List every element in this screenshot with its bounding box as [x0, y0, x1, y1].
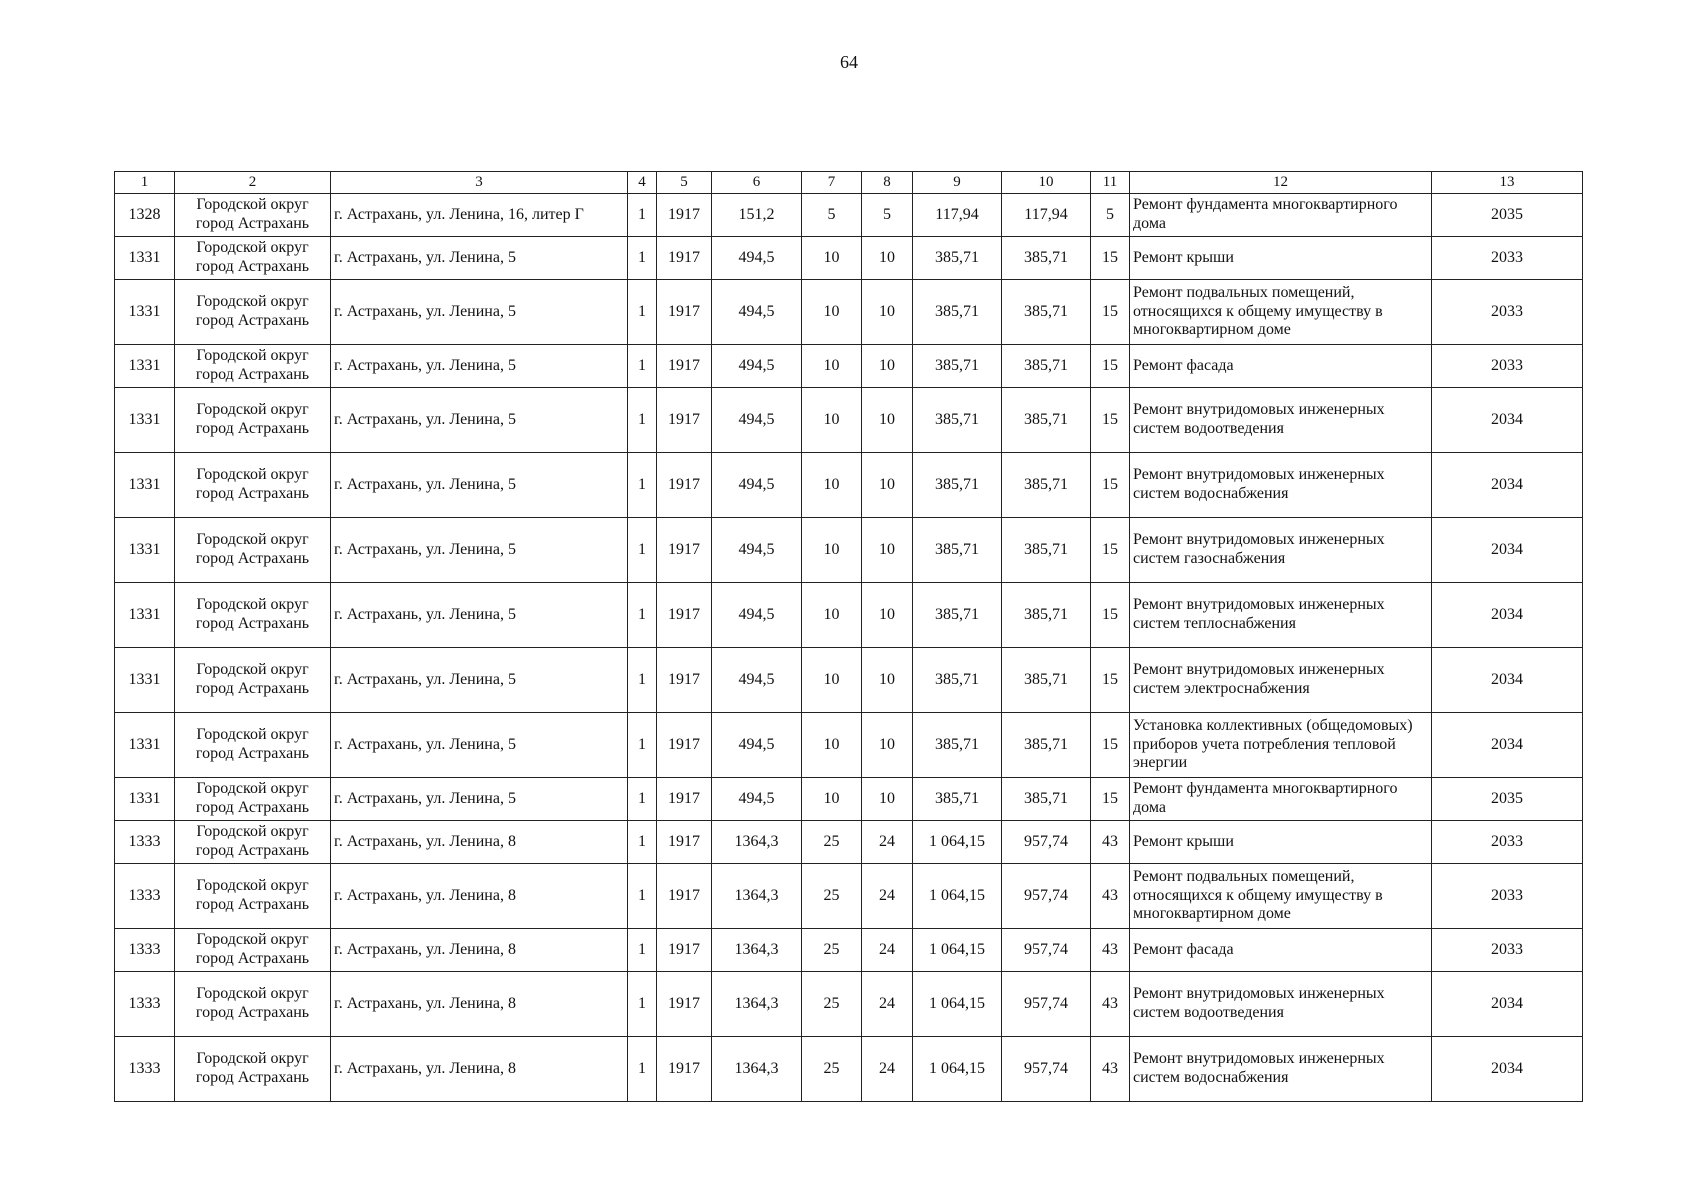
cell-plan-year: 2034 — [1432, 453, 1583, 518]
cell-col-7: 10 — [802, 648, 862, 713]
column-header: 2 — [175, 172, 331, 194]
cell-col-10: 385,71 — [1002, 388, 1091, 453]
cell-col-9: 385,71 — [913, 648, 1002, 713]
cell-col-8: 24 — [862, 864, 913, 929]
cell-col-7: 25 — [802, 972, 862, 1037]
cell-year: 1917 — [657, 518, 712, 583]
cell-municipality: Городской округ город Астрахань — [175, 1037, 331, 1102]
cell-col-10: 385,71 — [1002, 713, 1091, 778]
cell-work-type: Ремонт внутридомовых инженерных систем водоотведения — [1130, 972, 1432, 1037]
table-row — [115, 1037, 1583, 1102]
cell-col-10: 385,71 — [1002, 518, 1091, 583]
cell-year: 1917 — [657, 713, 712, 778]
cell-record-id: 1333 — [115, 972, 175, 1037]
cell-col-10: 385,71 — [1002, 280, 1091, 345]
cell-municipality: Городской округ город Астрахань — [175, 972, 331, 1037]
cell-col-11: 43 — [1091, 1037, 1130, 1102]
column-number-row — [115, 172, 1583, 194]
cell-record-id: 1331 — [115, 778, 175, 821]
cell-area: 494,5 — [712, 648, 802, 713]
cell-col-8: 10 — [862, 713, 913, 778]
cell-col-11: 15 — [1091, 713, 1130, 778]
cell-col-10: 385,71 — [1002, 778, 1091, 821]
cell-address: г. Астрахань, ул. Ленина, 5 — [331, 518, 628, 583]
cell-col-7: 25 — [802, 929, 862, 972]
cell-area: 151,2 — [712, 194, 802, 237]
column-header: 9 — [913, 172, 1002, 194]
cell-col-7: 25 — [802, 1037, 862, 1102]
cell-year: 1917 — [657, 388, 712, 453]
cell-col-9: 1 064,15 — [913, 1037, 1002, 1102]
cell-plan-year: 2035 — [1432, 194, 1583, 237]
cell-col-4: 1 — [628, 821, 657, 864]
cell-municipality: Городской округ город Астрахань — [175, 583, 331, 648]
cell-work-type: Установка коллективных (общедомовых) приборов учета потребления тепловой энергии — [1130, 713, 1432, 778]
column-header: 13 — [1432, 172, 1583, 194]
cell-col-9: 385,71 — [913, 453, 1002, 518]
cell-col-8: 10 — [862, 778, 913, 821]
table-row — [115, 194, 1583, 237]
column-header: 6 — [712, 172, 802, 194]
cell-col-7: 10 — [802, 280, 862, 345]
cell-area: 1364,3 — [712, 821, 802, 864]
cell-col-4: 1 — [628, 388, 657, 453]
table-row — [115, 929, 1583, 972]
cell-record-id: 1331 — [115, 280, 175, 345]
cell-area: 494,5 — [712, 280, 802, 345]
cell-record-id: 1333 — [115, 1037, 175, 1102]
cell-col-10: 385,71 — [1002, 237, 1091, 280]
cell-col-4: 1 — [628, 583, 657, 648]
cell-area: 1364,3 — [712, 1037, 802, 1102]
cell-address: г. Астрахань, ул. Ленина, 5 — [331, 388, 628, 453]
cell-col-7: 25 — [802, 864, 862, 929]
table-row — [115, 518, 1583, 583]
cell-area: 494,5 — [712, 518, 802, 583]
cell-address: г. Астрахань, ул. Ленина, 5 — [331, 237, 628, 280]
cell-col-7: 10 — [802, 453, 862, 518]
cell-plan-year: 2033 — [1432, 821, 1583, 864]
table-row — [115, 345, 1583, 388]
cell-municipality: Городской округ город Астрахань — [175, 237, 331, 280]
cell-municipality: Городской округ город Астрахань — [175, 778, 331, 821]
cell-area: 1364,3 — [712, 972, 802, 1037]
cell-plan-year: 2033 — [1432, 345, 1583, 388]
cell-work-type: Ремонт крыши — [1130, 821, 1432, 864]
cell-municipality: Городской округ город Астрахань — [175, 713, 331, 778]
table-row — [115, 237, 1583, 280]
cell-area: 494,5 — [712, 237, 802, 280]
cell-record-id: 1331 — [115, 237, 175, 280]
cell-col-9: 385,71 — [913, 583, 1002, 648]
cell-col-4: 1 — [628, 929, 657, 972]
cell-col-11: 15 — [1091, 237, 1130, 280]
cell-col-11: 43 — [1091, 864, 1130, 929]
cell-col-8: 10 — [862, 518, 913, 583]
cell-record-id: 1333 — [115, 929, 175, 972]
cell-col-8: 24 — [862, 972, 913, 1037]
cell-record-id: 1331 — [115, 388, 175, 453]
cell-work-type: Ремонт внутридомовых инженерных систем водоснабжения — [1130, 1037, 1432, 1102]
cell-area: 1364,3 — [712, 929, 802, 972]
cell-address: г. Астрахань, ул. Ленина, 8 — [331, 864, 628, 929]
table-row — [115, 280, 1583, 345]
cell-col-8: 24 — [862, 1037, 913, 1102]
cell-area: 494,5 — [712, 778, 802, 821]
cell-year: 1917 — [657, 778, 712, 821]
cell-plan-year: 2035 — [1432, 778, 1583, 821]
table-row — [115, 778, 1583, 821]
cell-col-8: 24 — [862, 929, 913, 972]
cell-area: 494,5 — [712, 583, 802, 648]
cell-col-7: 10 — [802, 518, 862, 583]
cell-col-9: 1 064,15 — [913, 972, 1002, 1037]
cell-col-7: 25 — [802, 821, 862, 864]
cell-col-4: 1 — [628, 648, 657, 713]
cell-address: г. Астрахань, ул. Ленина, 5 — [331, 345, 628, 388]
cell-col-11: 15 — [1091, 388, 1130, 453]
cell-municipality: Городской округ город Астрахань — [175, 280, 331, 345]
cell-col-11: 5 — [1091, 194, 1130, 237]
cell-col-9: 385,71 — [913, 345, 1002, 388]
cell-col-9: 385,71 — [913, 518, 1002, 583]
cell-year: 1917 — [657, 864, 712, 929]
cell-work-type: Ремонт фундамента многоквартирного дома — [1130, 194, 1432, 237]
cell-municipality: Городской округ город Астрахань — [175, 194, 331, 237]
cell-year: 1917 — [657, 929, 712, 972]
cell-record-id: 1331 — [115, 345, 175, 388]
cell-col-8: 10 — [862, 345, 913, 388]
cell-col-11: 43 — [1091, 929, 1130, 972]
cell-record-id: 1331 — [115, 518, 175, 583]
cell-plan-year: 2034 — [1432, 583, 1583, 648]
cell-col-10: 957,74 — [1002, 1037, 1091, 1102]
cell-col-8: 24 — [862, 821, 913, 864]
cell-plan-year: 2034 — [1432, 388, 1583, 453]
table-row — [115, 583, 1583, 648]
column-header: 11 — [1091, 172, 1130, 194]
cell-work-type: Ремонт внутридомовых инженерных систем газоснабжения — [1130, 518, 1432, 583]
cell-work-type: Ремонт внутридомовых инженерных систем водоотведения — [1130, 388, 1432, 453]
cell-col-7: 10 — [802, 345, 862, 388]
cell-col-11: 15 — [1091, 453, 1130, 518]
cell-area: 494,5 — [712, 388, 802, 453]
cell-municipality: Городской округ город Астрахань — [175, 345, 331, 388]
cell-record-id: 1328 — [115, 194, 175, 237]
cell-col-11: 43 — [1091, 972, 1130, 1037]
cell-col-8: 10 — [862, 453, 913, 518]
cell-col-11: 15 — [1091, 648, 1130, 713]
cell-work-type: Ремонт фундамента многоквартирного дома — [1130, 778, 1432, 821]
cell-col-10: 957,74 — [1002, 821, 1091, 864]
cell-col-10: 957,74 — [1002, 972, 1091, 1037]
cell-municipality: Городской округ город Астрахань — [175, 388, 331, 453]
column-header: 12 — [1130, 172, 1432, 194]
column-header: 4 — [628, 172, 657, 194]
cell-address: г. Астрахань, ул. Ленина, 8 — [331, 821, 628, 864]
table-body — [115, 194, 1583, 1102]
cell-address: г. Астрахань, ул. Ленина, 8 — [331, 929, 628, 972]
column-header: 10 — [1002, 172, 1091, 194]
cell-record-id: 1331 — [115, 453, 175, 518]
cell-work-type: Ремонт подвальных помещений, относящихся к общему имуществу в многоквартирном доме — [1130, 280, 1432, 345]
cell-col-4: 1 — [628, 713, 657, 778]
cell-col-4: 1 — [628, 345, 657, 388]
cell-col-4: 1 — [628, 1037, 657, 1102]
cell-col-10: 957,74 — [1002, 929, 1091, 972]
cell-year: 1917 — [657, 972, 712, 1037]
cell-municipality: Городской округ город Астрахань — [175, 518, 331, 583]
table-row — [115, 972, 1583, 1037]
cell-plan-year: 2034 — [1432, 972, 1583, 1037]
cell-col-9: 1 064,15 — [913, 864, 1002, 929]
cell-col-11: 15 — [1091, 583, 1130, 648]
cell-address: г. Астрахань, ул. Ленина, 5 — [331, 648, 628, 713]
table-row — [115, 388, 1583, 453]
cell-col-7: 10 — [802, 713, 862, 778]
column-header: 1 — [115, 172, 175, 194]
cell-col-11: 15 — [1091, 280, 1130, 345]
cell-work-type: Ремонт фасада — [1130, 929, 1432, 972]
page-number: 64 — [840, 52, 858, 72]
cell-year: 1917 — [657, 1037, 712, 1102]
cell-col-10: 385,71 — [1002, 453, 1091, 518]
cell-municipality: Городской округ город Астрахань — [175, 864, 331, 929]
cell-address: г. Астрахань, ул. Ленина, 5 — [331, 713, 628, 778]
cell-year: 1917 — [657, 280, 712, 345]
cell-col-7: 5 — [802, 194, 862, 237]
cell-plan-year: 2034 — [1432, 1037, 1583, 1102]
cell-col-9: 385,71 — [913, 280, 1002, 345]
cell-address: г. Астрахань, ул. Ленина, 5 — [331, 453, 628, 518]
cell-col-7: 10 — [802, 778, 862, 821]
cell-col-10: 385,71 — [1002, 583, 1091, 648]
table-row — [115, 713, 1583, 778]
cell-address: г. Астрахань, ул. Ленина, 8 — [331, 1037, 628, 1102]
cell-col-8: 10 — [862, 648, 913, 713]
cell-col-10: 385,71 — [1002, 648, 1091, 713]
cell-municipality: Городской округ город Астрахань — [175, 929, 331, 972]
column-header: 7 — [802, 172, 862, 194]
cell-address: г. Астрахань, ул. Ленина, 5 — [331, 583, 628, 648]
cell-col-7: 10 — [802, 583, 862, 648]
cell-record-id: 1333 — [115, 821, 175, 864]
cell-col-10: 385,71 — [1002, 345, 1091, 388]
cell-record-id: 1331 — [115, 648, 175, 713]
cell-col-8: 10 — [862, 237, 913, 280]
cell-work-type: Ремонт внутридомовых инженерных систем электроснабжения — [1130, 648, 1432, 713]
cell-municipality: Городской округ город Астрахань — [175, 821, 331, 864]
cell-work-type: Ремонт подвальных помещений, относящихся к общему имуществу в многоквартирном доме — [1130, 864, 1432, 929]
cell-plan-year: 2034 — [1432, 713, 1583, 778]
cell-year: 1917 — [657, 453, 712, 518]
cell-col-4: 1 — [628, 518, 657, 583]
cell-col-4: 1 — [628, 972, 657, 1037]
cell-address: г. Астрахань, ул. Ленина, 16, литер Г — [331, 194, 628, 237]
cell-col-4: 1 — [628, 194, 657, 237]
cell-year: 1917 — [657, 583, 712, 648]
cell-col-4: 1 — [628, 280, 657, 345]
cell-col-9: 385,71 — [913, 778, 1002, 821]
cell-year: 1917 — [657, 821, 712, 864]
cell-area: 1364,3 — [712, 864, 802, 929]
repair-schedule-table — [114, 171, 1583, 1102]
cell-col-7: 10 — [802, 388, 862, 453]
cell-plan-year: 2033 — [1432, 864, 1583, 929]
cell-area: 494,5 — [712, 345, 802, 388]
cell-plan-year: 2034 — [1432, 648, 1583, 713]
cell-work-type: Ремонт крыши — [1130, 237, 1432, 280]
cell-area: 494,5 — [712, 453, 802, 518]
cell-col-9: 385,71 — [913, 237, 1002, 280]
cell-col-9: 385,71 — [913, 388, 1002, 453]
cell-plan-year: 2033 — [1432, 280, 1583, 345]
cell-record-id: 1331 — [115, 713, 175, 778]
cell-year: 1917 — [657, 194, 712, 237]
column-header: 8 — [862, 172, 913, 194]
cell-col-9: 117,94 — [913, 194, 1002, 237]
cell-municipality: Городской округ город Астрахань — [175, 453, 331, 518]
cell-col-11: 15 — [1091, 518, 1130, 583]
cell-col-4: 1 — [628, 778, 657, 821]
cell-plan-year: 2033 — [1432, 237, 1583, 280]
cell-work-type: Ремонт внутридомовых инженерных систем теплоснабжения — [1130, 583, 1432, 648]
cell-col-7: 10 — [802, 237, 862, 280]
column-header: 5 — [657, 172, 712, 194]
cell-record-id: 1331 — [115, 583, 175, 648]
cell-col-11: 43 — [1091, 821, 1130, 864]
table-row — [115, 453, 1583, 518]
cell-col-8: 5 — [862, 194, 913, 237]
cell-col-9: 385,71 — [913, 713, 1002, 778]
cell-plan-year: 2034 — [1432, 518, 1583, 583]
table-row — [115, 821, 1583, 864]
cell-year: 1917 — [657, 648, 712, 713]
cell-address: г. Астрахань, ул. Ленина, 5 — [331, 778, 628, 821]
cell-col-9: 1 064,15 — [913, 821, 1002, 864]
cell-col-10: 957,74 — [1002, 864, 1091, 929]
cell-col-8: 10 — [862, 388, 913, 453]
cell-col-4: 1 — [628, 237, 657, 280]
cell-address: г. Астрахань, ул. Ленина, 5 — [331, 280, 628, 345]
cell-col-11: 15 — [1091, 778, 1130, 821]
cell-col-4: 1 — [628, 453, 657, 518]
cell-col-8: 10 — [862, 280, 913, 345]
cell-col-11: 15 — [1091, 345, 1130, 388]
cell-col-4: 1 — [628, 864, 657, 929]
cell-work-type: Ремонт внутридомовых инженерных систем водоснабжения — [1130, 453, 1432, 518]
cell-col-9: 1 064,15 — [913, 929, 1002, 972]
cell-municipality: Городской округ город Астрахань — [175, 648, 331, 713]
table-row — [115, 864, 1583, 929]
cell-col-10: 117,94 — [1002, 194, 1091, 237]
cell-work-type: Ремонт фасада — [1130, 345, 1432, 388]
cell-col-8: 10 — [862, 583, 913, 648]
cell-area: 494,5 — [712, 713, 802, 778]
cell-record-id: 1333 — [115, 864, 175, 929]
cell-address: г. Астрахань, ул. Ленина, 8 — [331, 972, 628, 1037]
cell-year: 1917 — [657, 237, 712, 280]
cell-year: 1917 — [657, 345, 712, 388]
table-row — [115, 648, 1583, 713]
cell-plan-year: 2033 — [1432, 929, 1583, 972]
column-header: 3 — [331, 172, 628, 194]
